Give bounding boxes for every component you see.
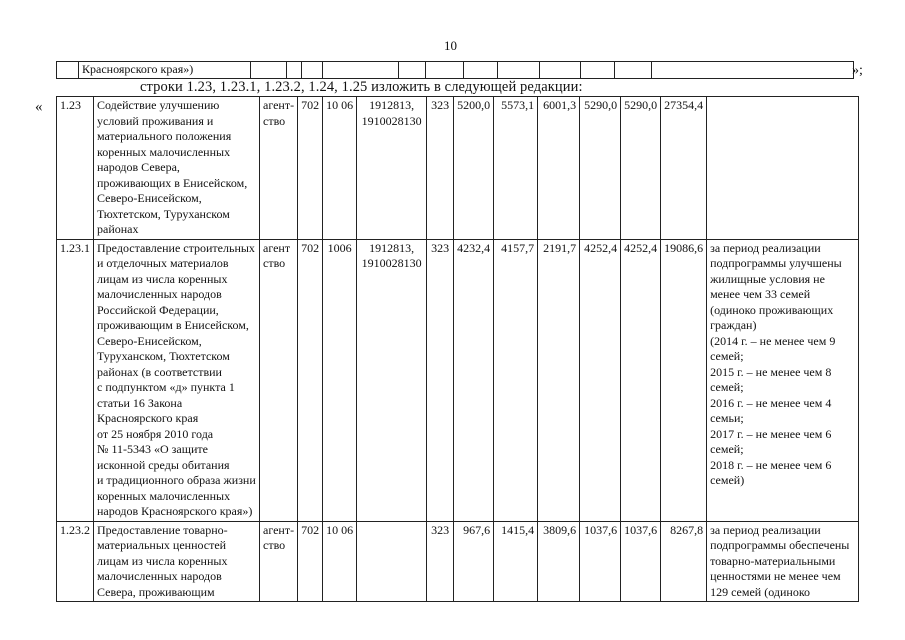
row-name: Предоставление строительных и отделочных материалов лицам из числа коренных малочисленных народов Российской Федерации, проживающим в Енисейском, Северо-Енисейском, Туруханском, Тюхтетском районах (в соответствии с подпунктом «д» пункта 1 статьи 16 Закона Красноярского края от 25 ноября 2010 года № 11-5343 «О защите исконной среды обитания и традиционного образа жизни коренных малочисленных народов Красноярского края») — [94, 239, 260, 521]
row-total: 19086,6 — [661, 239, 707, 521]
row-value-2015: 5573,1 — [494, 97, 538, 240]
row-vr: 323 — [427, 97, 454, 240]
row-number: 1.23.2 — [57, 521, 94, 602]
row-executor: агент- ство — [260, 521, 298, 602]
closing-quote: »; — [852, 63, 863, 78]
row-value-2016: 3809,6 — [538, 521, 580, 602]
row-value-2017: 4252,4 — [580, 239, 621, 521]
row-value-2016: 2191,7 — [538, 239, 580, 521]
row-value-2018: 4252,4 — [621, 239, 661, 521]
row-total: 27354,4 — [661, 97, 707, 240]
row-value-2014: 4232,4 — [454, 239, 494, 521]
row-rzpr: 1006 — [323, 239, 357, 521]
row-vr: 323 — [427, 521, 454, 602]
row-value-2018: 1037,6 — [621, 521, 661, 602]
row-vr: 323 — [427, 239, 454, 521]
row-value-2017: 5290,0 — [580, 97, 621, 240]
row-number: 1.23 — [57, 97, 94, 240]
previous-row-name: Красноярского края») — [79, 62, 251, 79]
table-row — [57, 97, 859, 240]
row-executor: агент- ство — [260, 97, 298, 240]
table-row — [57, 521, 859, 602]
row-total: 8267,8 — [661, 521, 707, 602]
row-result: за период реализации подпрограммы улучшены жилищные условия не менее чем 33 семей (одиноко проживающих граждан) (2014 г. – не менее чем 9 семей; 2015 г. – не менее чем 8 семей; 2016 г. – не менее чем 4 семьи; 2017 г. – не менее чем 6 семей; 2018 г. – не менее чем 6 семей) — [707, 239, 859, 521]
row-value-2014: 967,6 — [454, 521, 494, 602]
row-executor: агент ство — [260, 239, 298, 521]
table-row — [57, 239, 859, 521]
row-value-2015: 1415,4 — [494, 521, 538, 602]
row-value-2015: 4157,7 — [494, 239, 538, 521]
row-result — [707, 97, 859, 240]
row-name: Содействие улучшению условий проживания и материального положения коренных малочисленных народов Севера, проживающих в Енисейском, Северо-Енисейском, Тюхтетском, Туруханском районах — [94, 97, 260, 240]
row-csr: 1912813, 1910028130 — [357, 97, 427, 240]
program-table — [56, 96, 859, 602]
previous-row — [57, 62, 854, 79]
opening-quote: « — [35, 99, 43, 115]
row-csr — [357, 521, 427, 602]
row-rzpr: 10 06 — [323, 521, 357, 602]
page-number: 10 — [444, 38, 457, 53]
row-rzpr: 10 06 — [323, 97, 357, 240]
row-grbs: 702 — [298, 239, 323, 521]
row-number: 1.23.1 — [57, 239, 94, 521]
row-grbs: 702 — [298, 521, 323, 602]
row-grbs: 702 — [298, 97, 323, 240]
row-result: за период реализации подпрограммы обеспечены товарно-материальными ценностями не менее чем 129 семей (одиноко — [707, 521, 859, 602]
intro-text: строки 1.23, 1.23.1, 1.23.2, 1.24, 1.25 изложить в следующей редакции: — [140, 79, 583, 95]
row-value-2016: 6001,3 — [538, 97, 580, 240]
row-value-2017: 1037,6 — [580, 521, 621, 602]
row-value-2014: 5200,0 — [454, 97, 494, 240]
row-name: Предоставление товарно- материальных ценностей лицам из числа коренных малочисленных народов Севера, проживающим — [94, 521, 260, 602]
previous-row-table — [56, 61, 854, 79]
row-csr: 1912813, 1910028130 — [357, 239, 427, 521]
row-value-2018: 5290,0 — [621, 97, 661, 240]
